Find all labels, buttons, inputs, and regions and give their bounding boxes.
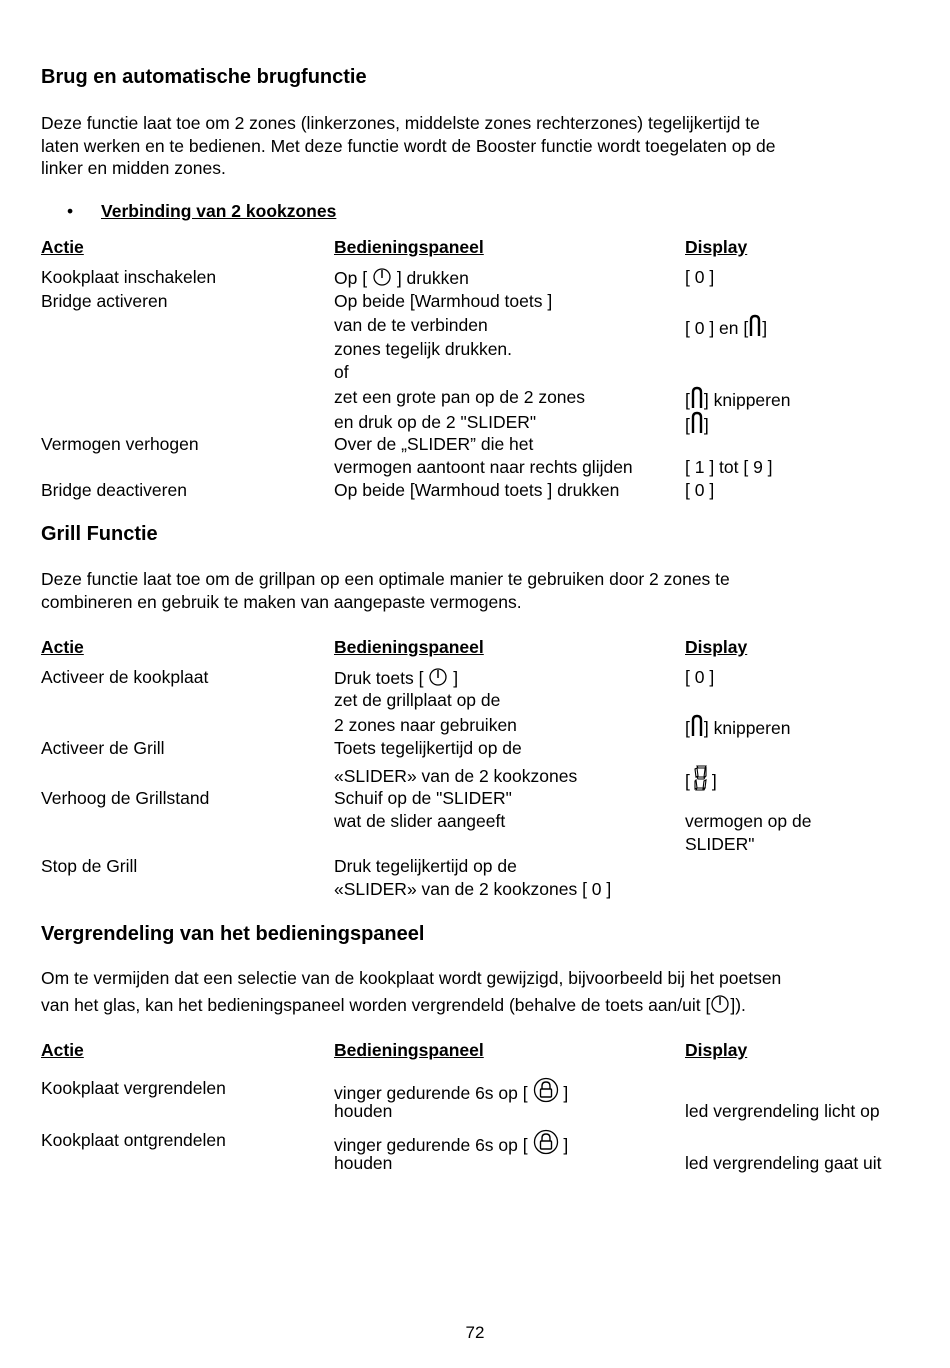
- display-text: [ ] knipperen: [685, 386, 790, 415]
- grill-intro: [41, 568, 730, 613]
- col-header-display: Display: [685, 1040, 748, 1060]
- intro-line: Deze functie laat toe om de grillpan op een optimale manier te gebruiken door 2 zones te: [41, 569, 730, 589]
- panel-text: houden: [334, 1101, 393, 1121]
- panel-text: zet de grillplaat op de: [334, 690, 501, 710]
- panel-text: Druk toets [ ]: [334, 666, 458, 693]
- panel-text: vinger gedurende 6s op [ ]: [334, 1077, 568, 1108]
- display-text: [ 0 ] en [ ]: [685, 314, 767, 343]
- col-header-display: Display: [685, 637, 748, 657]
- intro-line: combineren en gebruik te maken van aangepaste vermogens.: [41, 591, 522, 612]
- intro-line: linker en midden zones.: [41, 158, 226, 178]
- action-text: Bridge deactiveren: [41, 480, 187, 500]
- bridge-intro: [41, 112, 776, 180]
- col-header-panel: Bedieningspaneel: [334, 1040, 484, 1060]
- action-text: Verhoog de Grillstand: [41, 788, 210, 808]
- action-text: Bridge activeren: [41, 291, 168, 311]
- panel-text: vermogen aantoont naar rechts glijden: [334, 457, 633, 477]
- action-text: Activeer de Grill: [41, 738, 165, 758]
- col-header-display: Display: [685, 237, 748, 257]
- action-text: Vermogen verhogen: [41, 434, 199, 454]
- col-header-panel: Bedieningspaneel: [334, 237, 484, 257]
- action-text: Kookplaat ontgrendelen: [41, 1130, 226, 1150]
- power-icon: [372, 266, 392, 293]
- bridge-segment-icon: [690, 714, 704, 743]
- panel-text: Schuif op de "SLIDER": [334, 788, 512, 808]
- intro-line: laten werken en te bedienen. Met deze functie wordt de Booster functie wordt toegelaten op de: [41, 135, 776, 156]
- display-text: led vergrendeling gaat uit: [685, 1153, 882, 1173]
- panel-text: «SLIDER» van de 2 kookzones: [334, 766, 578, 786]
- display-text: SLIDER": [685, 834, 755, 854]
- panel-text: Over de „SLIDER” die het: [334, 434, 534, 454]
- display-text: led vergrendeling licht op: [685, 1101, 880, 1121]
- panel-text: «SLIDER» van de 2 kookzones [ 0 ]: [334, 879, 612, 899]
- col-header-action: Actie: [41, 1040, 84, 1060]
- display-text: [ 0 ]: [685, 480, 715, 500]
- col-header-action: Actie: [41, 237, 84, 257]
- panel-text: van de te verbinden: [334, 315, 488, 335]
- lock-icon: [533, 1077, 559, 1108]
- panel-text: of: [334, 362, 349, 382]
- display-text: [ ]: [685, 411, 709, 440]
- col-header-action: Actie: [41, 637, 84, 657]
- action-text: Activeer de kookplaat: [41, 667, 209, 687]
- panel-text: houden: [334, 1153, 393, 1173]
- panel-text: zet een grote pan op de 2 zones: [334, 387, 586, 407]
- panel-text: zones tegelijk drukken.: [334, 339, 513, 359]
- grill-segment-icon: [694, 765, 708, 796]
- panel-text: vinger gedurende 6s op [ ]: [334, 1129, 568, 1160]
- col-header-panel: Bedieningspaneel: [334, 637, 484, 657]
- lock-intro: [41, 967, 781, 1020]
- intro-line: Om te vermijden dat een selectie van de kookplaat wordt gewijzigd, bijvoorbeeld bij het poetsen: [41, 968, 782, 988]
- section-title-bridge: Brug en automatische brugfunctie: [41, 66, 367, 88]
- display-text: [ 0 ]: [685, 667, 715, 687]
- section-title-grill: Grill Functie: [41, 523, 158, 545]
- panel-text: Toets tegelijkertijd op de: [334, 738, 522, 758]
- display-text: vermogen op de: [685, 811, 812, 831]
- action-text: Kookplaat vergrendelen: [41, 1078, 226, 1098]
- action-text: Stop de Grill: [41, 856, 138, 876]
- panel-text: Druk tegelijkertijd op de: [334, 856, 517, 876]
- panel-text: Op beide [Warmhoud toets ] drukken: [334, 480, 620, 500]
- panel-text: 2 zones naar gebruiken: [334, 715, 517, 735]
- display-text: [ ] knipperen: [685, 714, 790, 743]
- panel-text: en druk op de 2 "SLIDER": [334, 412, 537, 432]
- display-text: [ ]: [685, 765, 717, 796]
- display-text: [ 1 ] tot [ 9 ]: [685, 457, 773, 477]
- subheading-connection: Verbinding van 2 kookzones: [101, 201, 337, 221]
- bridge-segment-icon: [748, 314, 762, 343]
- lock-icon: [533, 1129, 559, 1160]
- power-icon: [710, 993, 730, 1021]
- panel-text: Op [ ] drukken: [334, 266, 469, 293]
- section-title-lock: Vergrendeling van het bedieningspaneel: [41, 923, 425, 945]
- panel-text: Op beide [Warmhoud toets ]: [334, 291, 553, 311]
- display-text: [ 0 ]: [685, 267, 715, 287]
- bridge-segment-icon: [690, 411, 704, 440]
- action-text: Kookplaat inschakelen: [41, 267, 217, 287]
- page-number: 72: [465, 1323, 485, 1342]
- panel-text: wat de slider aangeeft: [334, 811, 506, 831]
- intro-line: Deze functie laat toe om 2 zones (linkerzones, middelste zones rechterzones) tegelijkertijd te: [41, 113, 760, 133]
- bullet-dot: •: [67, 201, 74, 221]
- intro-line: van het glas, kan het bedieningspaneel worden vergrendeld (behalve de toets aan/uit [ ]).: [41, 993, 781, 1021]
